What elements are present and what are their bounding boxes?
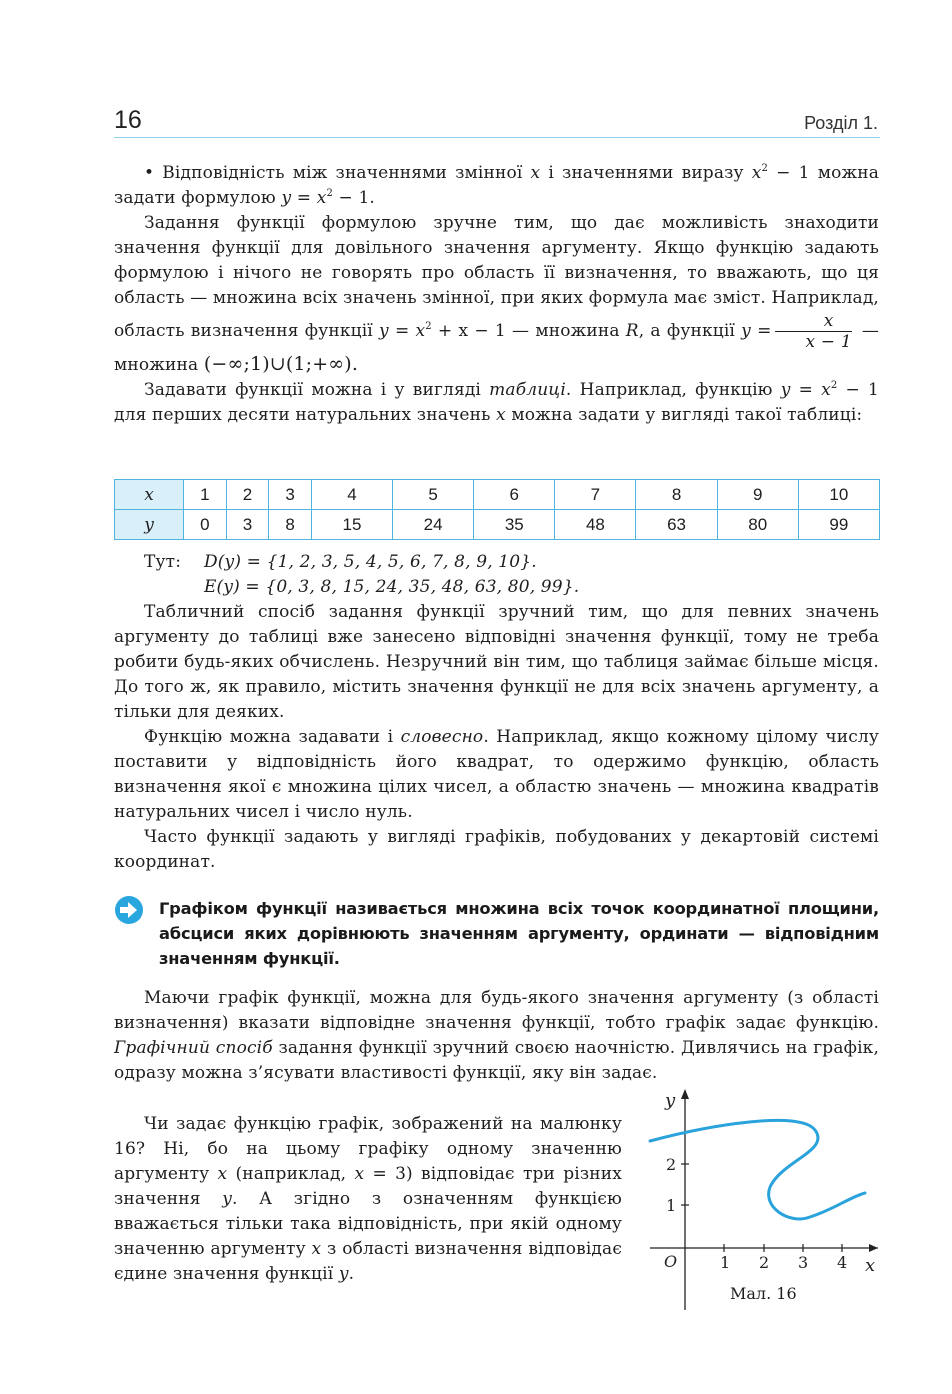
- table-cell: 5: [393, 480, 474, 510]
- y-axis-arrow: [681, 1089, 689, 1099]
- domain-range: [114, 550, 879, 600]
- table-cell: 24: [393, 510, 474, 540]
- table-cell: 48: [555, 510, 636, 540]
- table-cell: 4: [311, 480, 392, 510]
- table-cell: 99: [798, 510, 879, 540]
- table-cell: 10: [798, 480, 879, 510]
- y-axis-label: y: [665, 1090, 676, 1111]
- range-set: E(y) = {0, 3, 8, 15, 24, 35, 48, 63, 80, 99}.: [204, 577, 580, 597]
- figure-16: [640, 1085, 880, 1315]
- table-cell: 8: [269, 510, 312, 540]
- table-header-y: y: [115, 510, 184, 540]
- table-cell: 7: [555, 480, 636, 510]
- text-block-2: [114, 550, 879, 875]
- table-cell: 9: [717, 480, 798, 510]
- graph-curve: [650, 1120, 865, 1219]
- origin-label: O: [664, 1252, 678, 1271]
- table-cell: 6: [474, 480, 555, 510]
- x-tick-label: 1: [720, 1253, 731, 1272]
- table-cell: 35: [474, 510, 555, 540]
- paragraph-table-intro: Задавати функції можна і у вигляді таблиці. Наприклад, функцію $y = x^2 - 1$ для перших десяти натуральних значень x можна задати у вигляді такої таблиці:: [114, 380, 879, 425]
- y-tick-label: 2: [666, 1155, 677, 1174]
- paragraph-graph-method: Маючи графік функції, можна для будь-якого значення аргументу (з області визначення) вказати відповідне значення функції, тобто графік задає функцію. Графічний спосіб задання функції зручний своєю наочністю. Дивлячись на графік, одразу можна з’ясувати властивості функції, яку він задає.: [114, 988, 879, 1083]
- text-block-4: [114, 1112, 622, 1287]
- header-rule: [114, 137, 880, 138]
- text-block-3: [114, 986, 879, 1086]
- paragraph-correspondence: • Відповідність між значеннями змінної x і значеннями виразу $x^2 - 1$ можна задати формулою $y = x^2 - 1$.: [114, 163, 880, 208]
- page-number: 16: [114, 106, 142, 134]
- text-block-1: [114, 161, 879, 428]
- figure-caption: Мал. 16: [730, 1284, 797, 1303]
- arrow-right-icon: [114, 895, 144, 925]
- table-cell: 8: [636, 480, 717, 510]
- x-tick-label: 4: [837, 1253, 848, 1272]
- values-table: [114, 479, 880, 540]
- here-label: Тут:: [144, 552, 182, 572]
- table-row-x: [115, 480, 880, 510]
- table-cell: 1: [184, 480, 227, 510]
- table-cell: 80: [717, 510, 798, 540]
- paragraph-graphs: Часто функції задають у вигляді графіків, побудованих у декартовій системі координат.: [114, 827, 879, 872]
- table-cell: 63: [636, 510, 717, 540]
- paragraph-verbal: Функцію можна задавати і словесно. Наприклад, якщо кожному цілому числу поставити у відповідність його квадрат, то одержимо функцію, область визначення якої є множина цілих чисел, а областю значень — множина квадратів натуральних чисел і число нуль.: [114, 727, 879, 822]
- table-cell: 2: [226, 480, 269, 510]
- y-tick-label: 1: [666, 1196, 677, 1215]
- paragraph-figure-question: Чи задає функцію графік, зображений на малюнку 16? Ні, бо на цьому графіку одному значенню аргументу x (наприклад, x = 3) відповідає три різних значення y. А згідно з означенням функцією вважається тільки така відповідність, при якій одному значенню аргументу x з області визначення відповідає єдине значення функції y.: [114, 1114, 623, 1284]
- paragraph-table-method: Табличний спосіб задання функції зручний тим, що для певних значень аргументу до таблиці вже занесено відповідні значення функції, тому не треба робити будь-яких обчислень. Незручний він тим, що таблиця займає більше місця. До того ж, як правило, містить значення функції не для всіх значень аргументу, а тільки для деяких.: [114, 602, 879, 722]
- x-tick-label: 2: [759, 1253, 770, 1272]
- table-cell: 3: [226, 510, 269, 540]
- definition: Графіком функції називається множина всіх точок координатної площини, абсциси яких дорівнюють значенням аргументу, ординати — відповідним значенням функції.: [159, 899, 879, 968]
- table-cell: 15: [311, 510, 392, 540]
- domain-set: D(y) = {1, 2, 3, 5, 4, 5, 6, 7, 8, 9, 10}.: [204, 552, 537, 572]
- x-tick-label: 3: [798, 1253, 809, 1272]
- table-header-x: x: [115, 480, 184, 510]
- section-title: Розділ 1.: [804, 113, 878, 133]
- table-row-y: [115, 510, 880, 540]
- fraction: $\frac{x}{x - 1}$: [775, 311, 851, 352]
- paragraph-formula: Задання функції формулою зручне тим, що дає можливість знаходити значення функції для довільного значення аргументу. Якщо функцію задають формулою і нічого не говорять про область її визначення, то вважають, що ця область — множина всіх значень змінної, при яких формула має зміст. Наприклад, область визначення функції $y = x^2 + x - 1$ — множина R, а функції y = $\frac{x}{x - 1}$ — множина (−∞;1)∪(1;+∞).: [114, 213, 879, 375]
- table-cell: 0: [184, 510, 227, 540]
- table-cell: 3: [269, 480, 312, 510]
- x-axis-label: x: [865, 1255, 876, 1276]
- x-axis-arrow: [869, 1244, 878, 1252]
